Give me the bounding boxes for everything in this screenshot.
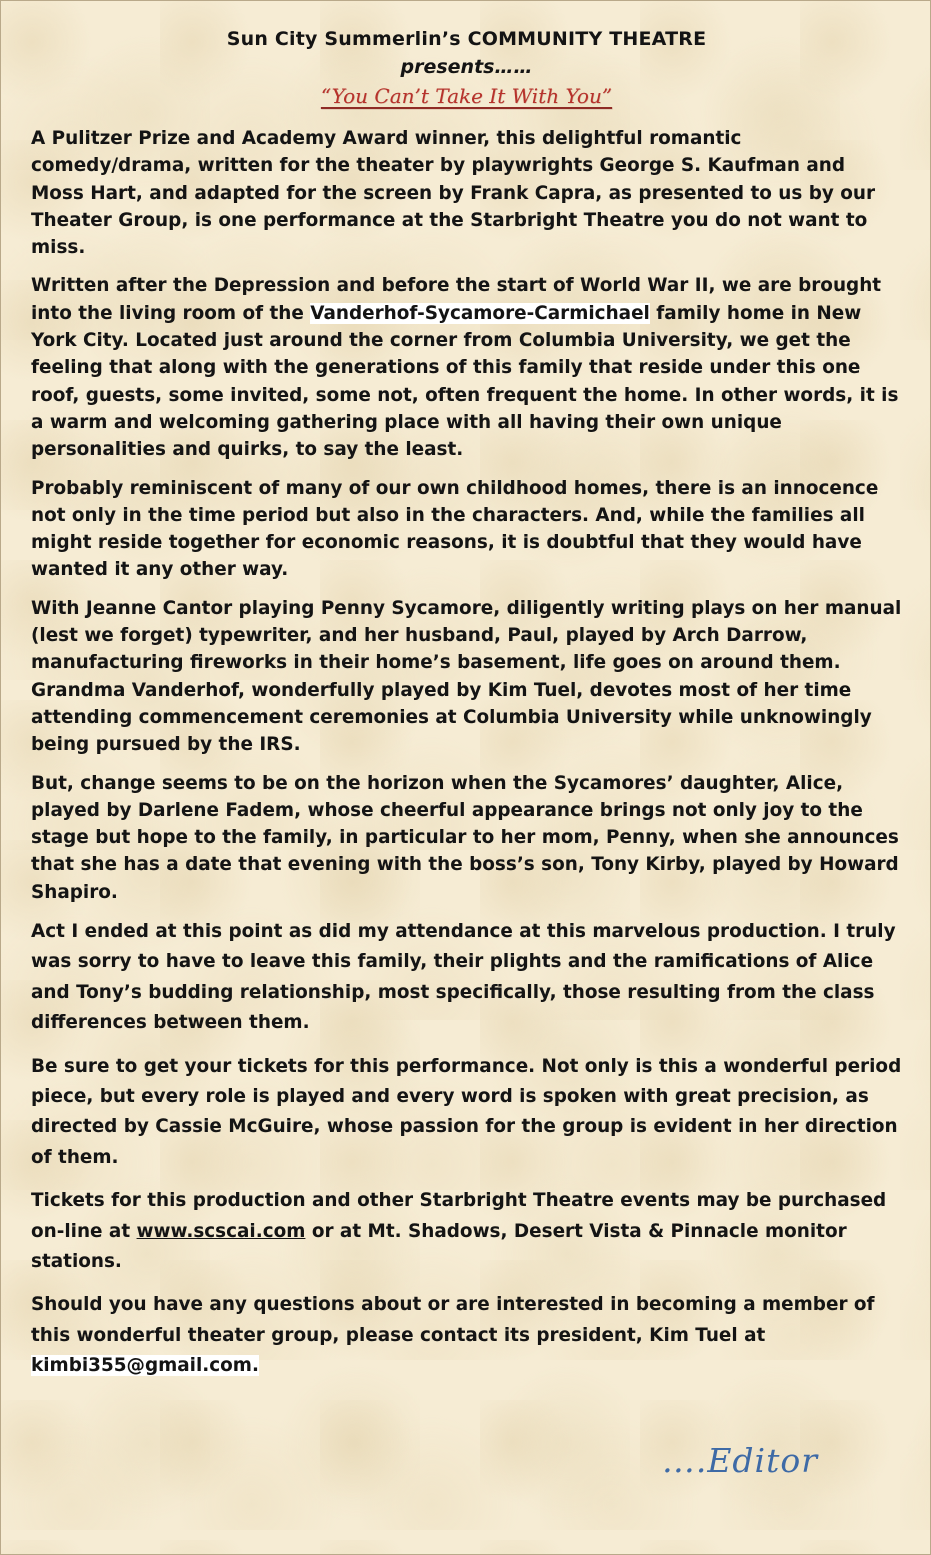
play-title [31,83,902,109]
paragraph-setting [31,272,902,463]
paragraph-cast: With Jeanne Cantor playing Penny Sycamore, diligently writing plays on her manual (lest we forget) typewriter, and her husband, Paul, played by Arch Darrow, manufacturing fireworks in their home’s basement, life goes on around them. Grandma Vanderhof, wonderfully played by Kim Tuel, devotes most of her time attending commencement ceremonies at Columbia University while unknowingly being pursued by the IRS. [31,597,902,756]
paragraph-setting-text-b: family home in New York City. Located just around the corner from Columbia University, we get the feeling that along with the generations of this family that reside under this one roof, guests, some invited, some not, often frequent the home. In other words, it is a warm and welcoming gathering place with all having their own unique personalities and quirks, to say the least. [31,302,899,461]
editor-signature: ….Editor [661,1441,818,1480]
website-link[interactable]: www.scscai.com [136,1220,306,1242]
presents-line: presents…… [400,56,533,78]
play-title-text: “You Can’t Take It With You” [320,84,613,108]
paragraph-plot: But, change seems to be on the horizon when the Sycamores’ daughter, Alice, played by Darlene Fadem, whose cheerful appearance brings not only joy to the stage but hope to the family, in particular to her mom, Penny, when she announces that she has a date that evening with the boss’s son, Tony Kirby, played by Howard Shapiro. [31,772,899,903]
paragraph-contact-period: . [251,1355,259,1377]
email-link[interactable]: kimbi355@gmail.com [31,1355,252,1377]
org-heading: Sun City Summerlin’s COMMUNITY THEATRE [226,28,707,50]
paragraph-tickets-promo: Be sure to get your tickets for this performance. Not only is this a wonderful period piece, but every role is played and every word is spoken with great precision, as directed by Cassie McGuire, whose passion for the group is evident in her direction of them. [31,1055,902,1168]
paragraph-setting-text-a: Written after the Depression and before the start of World War II, we are brought into the living room of the [31,275,882,324]
paragraph-intro: A Pulitzer Prize and Academy Award winner, this delightful romantic comedy/drama, written for the theater by playwrights George S. Kaufman and Moss Hart, and adapted for the screen by Frank Capra, as presented to us by our Theater Group, is one performance at the Starbright Theatre you do not want to miss. [31,128,876,259]
family-name-highlight: Vanderhof-Sycamore-Carmichael [310,302,650,324]
paragraph-ticket-info-text-b: or at Mt. Shadows, Desert Vista & Pinnacle monitor stations. [31,1220,847,1273]
paragraph-ticket-info [31,1186,902,1277]
paragraph-contact-text-a: Should you have any questions about or are interested in becoming a member of this wonderful theater group, please contact its president, Kim Tuel at [31,1294,875,1346]
paragraph-act-one: Act I ended at this point as did my attendance at this marvelous production. I truly was sorry to have to leave this family, their plights and the ramifications of Alice and Tony’s budding relationship, most specifically, those resulting from the class differences between them. [31,921,896,1034]
paragraph-contact [31,1290,902,1381]
paragraph-ticket-info-text-a: Tickets for this production and other Starbright Theatre events may be purchased on-line at [31,1190,887,1242]
paragraph-reminiscent: Probably reminiscent of many of our own childhood homes, there is an innocence not only in the time period but also in the characters. And, while the families all might reside together for economic reasons, it is doubtful that they would have wanted it any other way. [31,477,879,581]
